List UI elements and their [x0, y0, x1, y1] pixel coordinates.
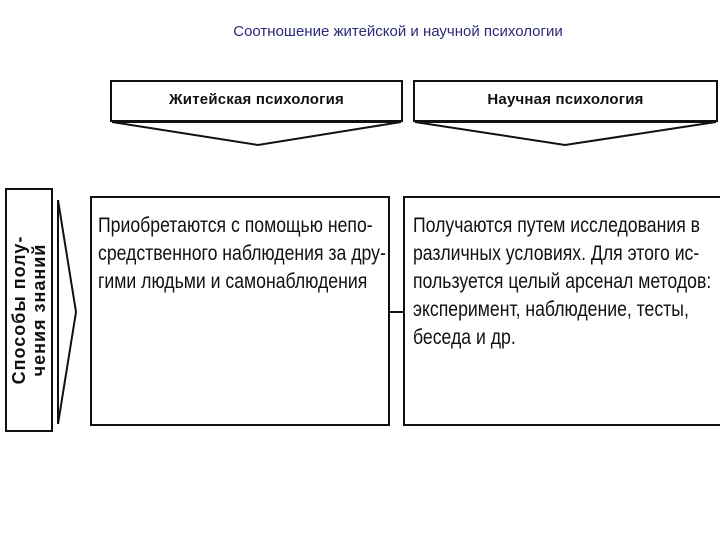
scientific-text-line: эксперимент, наблюдение, тесты,	[413, 298, 689, 321]
side-label	[9, 192, 49, 428]
down-arrow-right-icon	[415, 122, 716, 145]
side-label-line1: Способы полу-	[9, 235, 29, 385]
scientific-text-line: различных условиях. Для этого ис-	[413, 242, 700, 265]
scientific-knowledge-box	[403, 196, 720, 426]
scientific-text-line: Получаются путем исследования в	[413, 214, 701, 237]
everyday-knowledge-box	[90, 196, 390, 426]
header-everyday-label: Житейская психология	[169, 91, 344, 108]
page-title: Соотношение житейской и научной психологии	[233, 23, 563, 40]
side-label-line2: чения знаний	[29, 243, 49, 377]
everyday-text-line: Приобретаются с помощью непо-	[98, 214, 373, 237]
scientific-text-line: беседа и др.	[413, 326, 516, 349]
right-arrow-icon	[58, 200, 76, 424]
down-arrow-left-icon	[112, 122, 401, 145]
header-scientific-label: Научная психология	[487, 91, 644, 108]
side-label-box	[5, 188, 53, 432]
everyday-text-line: средственного наблюдения за дру-	[98, 242, 386, 265]
everyday-text-line: гими людьми и самонаблюдения	[98, 270, 368, 293]
scientific-text-line: пользуется целый арсенал методов:	[413, 270, 712, 293]
